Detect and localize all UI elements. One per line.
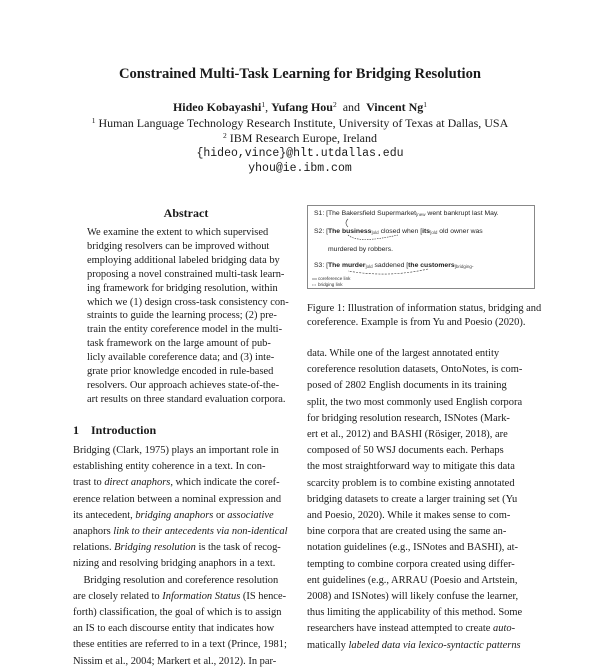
affiliation-line — [0, 131, 600, 146]
text-line: straints to guide the learning process; (2) pre- — [87, 310, 277, 322]
text-line: 2008) and ISNotes) will likely confuse the learner, — [307, 591, 519, 603]
text-line: tempting to combine corpora created using differ- — [307, 558, 515, 570]
right-column-body — [307, 346, 533, 654]
text-line: Nissim et al., 2004; Markert et al., 2012). In par- — [73, 655, 277, 667]
figure-legend-bridging: bridging link — [318, 282, 343, 287]
text-line: We examine the extent to which supervised — [87, 227, 269, 238]
text-line: bridging resolvers can be improved without — [87, 240, 270, 252]
text-line: its antecedent, bridging anaphors or associative — [73, 509, 274, 521]
author-affil-sup: 1 — [261, 100, 266, 109]
text-line: relations. Bridging resolution is the task of recog- — [73, 542, 281, 554]
coreference-arrow — [348, 235, 398, 240]
text-line: art results on three standard evaluation corpora. — [87, 393, 286, 405]
text-line: anaphors link to their antecedents via non-identical — [73, 526, 288, 538]
text-line: proposing a novel constrained multi-task learn- — [87, 268, 285, 280]
author-affil-sup: 2 — [332, 100, 337, 109]
text-line: Bridging (Clark, 1975) plays an important role in — [73, 445, 279, 456]
text-line: nizing and resolving bridging anaphors in a text. — [73, 558, 276, 570]
text-line: scarcity problem is to combine existing annotated — [307, 477, 515, 489]
text-line: bine corpora that are created using the same an- — [307, 526, 507, 538]
author-name: Vincent Ng — [366, 100, 424, 114]
text-line: ert et al., 2012) and BASHI (Rösiger, 2018), are — [307, 429, 508, 441]
text-line: these entities are referred to in a text (Prince, 1981; — [73, 639, 287, 651]
affiliation-sup: 2 — [222, 131, 227, 140]
text-line: are closely related to Information Status (IS hence- — [73, 590, 287, 602]
text-line: train the entity coreference model in the multi- — [87, 324, 283, 336]
text-line: trast to direct anaphors, which indicate the coref- — [73, 477, 280, 489]
text-line: licly available coreference data; and (3) inte- — [87, 352, 275, 364]
text-line: the most straightforward way to mitigate this data — [307, 461, 515, 473]
text-line: notation guidelines (e.g., ISNotes and BASHI), at- — [307, 542, 519, 554]
figure-sentence-1: S1: [The Bakersfield Supermarket]new went bankrupt last May. — [314, 210, 499, 217]
figure-caption — [307, 302, 542, 329]
text-line: erence relation between a nominal expression and — [73, 493, 282, 505]
text-line: ing framework for bridging resolution, within — [87, 282, 278, 294]
figure-1 — [307, 205, 535, 289]
figure-sentence-3: S3: [The murder]old saddened [the customers]bridging. — [314, 262, 474, 269]
text-line: Bridging resolution and coreference resolution — [73, 574, 279, 586]
affiliation-line — [0, 116, 600, 131]
text-line: establishing entity coherence in a text. In con- — [73, 461, 266, 473]
figure-sentence-2: S2: [The business]old closed when [its]old old owner was — [314, 228, 483, 235]
text-line: composed of 50 WSJ documents each. Perhaps — [307, 445, 504, 457]
text-line: coreference resolution datasets, OntoNotes, is com- — [307, 364, 523, 376]
figure-sentence-2-cont: murdered by robbers. — [328, 246, 393, 253]
coreference-arrow — [346, 219, 348, 227]
abstract-body — [87, 226, 289, 407]
text-line: and Poesio, 2020). While it makes sense to com- — [307, 510, 511, 522]
affiliation-text: Human Language Technology Research Institute, University of Texas at Dallas, USA — [98, 116, 509, 130]
paper-title: Constrained Multi-Task Learning for Bridging Resolution — [118, 66, 482, 82]
intro-body — [73, 443, 298, 670]
section-heading — [73, 423, 156, 438]
text-line: researchers have instead attempted to create auto- — [307, 623, 516, 635]
abstract-heading: Abstract — [163, 206, 209, 220]
text-line: thus limiting the applicability of this method. Some — [307, 607, 523, 619]
text-line: task framework on the large amount of pub- — [87, 338, 271, 350]
author-and: and — [342, 100, 361, 114]
author-name: Hideo Kobayashi — [172, 100, 262, 114]
bridging-arrow — [348, 269, 428, 274]
caption-line: coreference. Example is from Yu and Poesio (2020). — [307, 316, 526, 328]
text-line: resolvers. Our approach achieves state-of-the- — [87, 379, 280, 391]
text-line: posed of 2802 English documents in its training — [307, 380, 507, 392]
text-line: which we (1) design cross-task consistency con- — [87, 296, 289, 308]
text-line: employing additional labeled bridging data by — [87, 254, 280, 266]
text-line: ent guidelines (e.g., ARRAU (Poesio and Artstein, — [307, 574, 518, 586]
section-number: 1 — [73, 423, 79, 437]
affiliation-text: IBM Research Europe, Ireland — [229, 131, 378, 145]
text-line: data. While one of the largest annotated entity — [307, 348, 500, 359]
section-title: Introduction — [91, 423, 157, 437]
email-line[interactable]: {hideo,vince}@hlt.utdallas.edu — [196, 147, 404, 160]
author-list: Hideo Kobayashi$^1$, Yufang Hou$^2$ and Vincent Ng$^1$ — [172, 100, 428, 114]
text-line: for bridging resolution research, ISNotes (Mark- — [307, 412, 510, 424]
author-name: Yufang Hou — [271, 100, 333, 114]
caption-line: Figure 1: Illustration of information status, bridging and — [307, 303, 542, 314]
text-line: bridging datasets to create a larger training set (Yu — [307, 493, 518, 505]
text-line: forth) classification, the goal of which is to assign — [73, 607, 282, 619]
text-line: split, the two most commonly used English corpora — [307, 396, 523, 408]
email-line[interactable]: yhou@ie.ibm.com — [248, 162, 352, 175]
text-line: matically labeled data via lexico-syntactic patterns — [307, 639, 521, 651]
author-affil-sup: 1 — [423, 100, 428, 109]
affiliation-sup: 1 — [91, 116, 96, 125]
text-line: grate prior knowledge encoded in rule-based — [87, 366, 274, 378]
text-line: an IS to each discourse entity that indicates how — [73, 623, 275, 635]
figure-legend-coref: coreference link — [318, 276, 351, 281]
